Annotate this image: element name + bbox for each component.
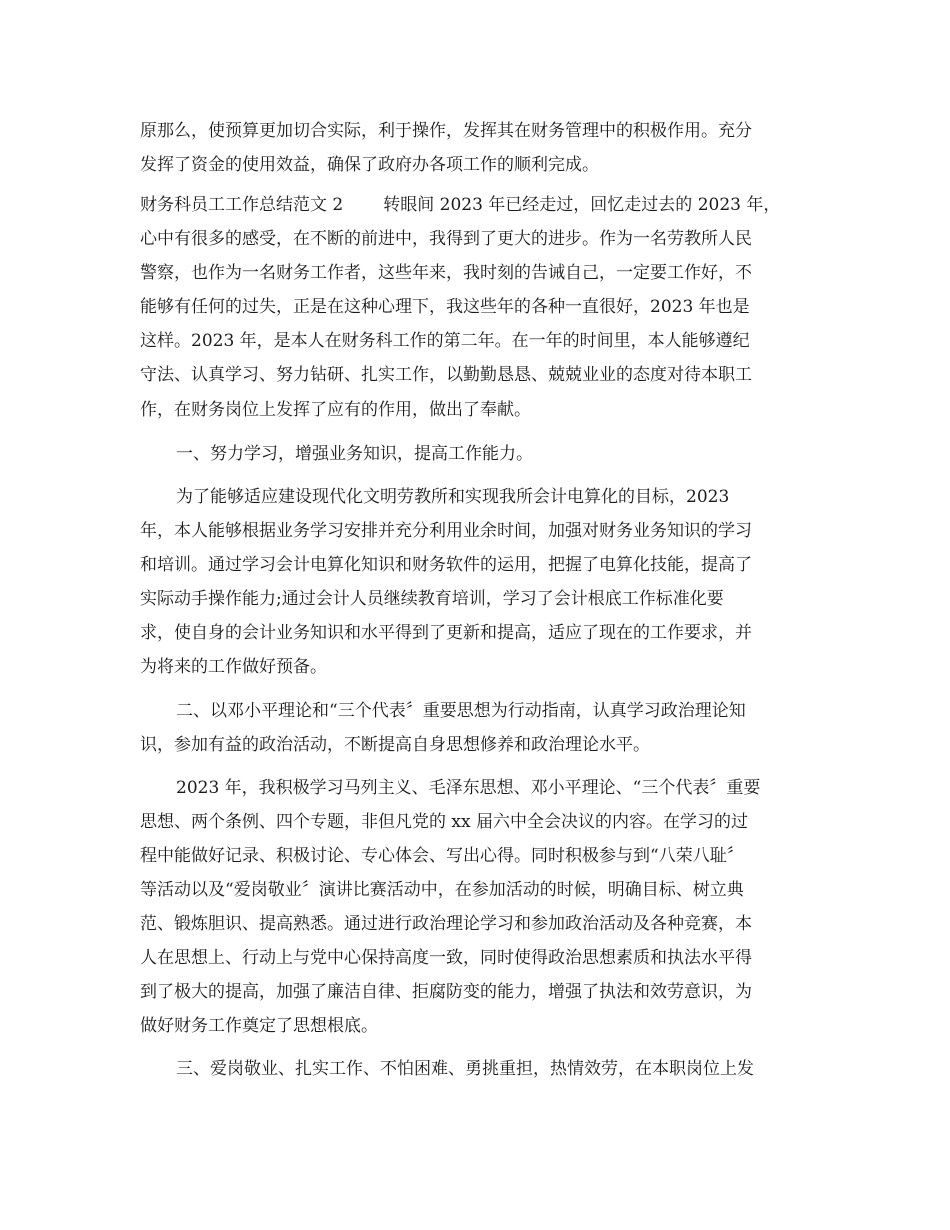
text-line: 作，在财务岗位上发挥了应有的作用，做出了奉献。 (140, 400, 531, 420)
text-line: 这样。2023 年，是本人在财务科工作的第二年。在一年的时间里，本人能够遵纪 (140, 331, 750, 351)
text-line: 实际动手操作能力;通过会计人员继续教育培训，学习了会计根底工作标准化要 (140, 589, 724, 609)
text-line: 能够有任何的过失，正是在这种心理下，我这些年的各种一直很好，2023 年也是 (140, 297, 750, 317)
text-line: 范、锻炼胆识、提高熟悉。通过进行政治理论学习和参加政治活动及各种竞赛，本 (140, 914, 752, 934)
paragraph-text: 转眼间 2023 年已经走过，回忆走过去的 2023 年， (383, 195, 781, 215)
text-line: 为将来的工作做好预备。 (140, 657, 327, 677)
section-heading-3: 三、爱岗敬业、扎实工作、不怕困难、勇挑重担，热情效劳，在本职岗位上发 (176, 1059, 754, 1079)
text-line: 心中有很多的感受，在不断的前进中，我得到了更大的进步。作为一名劳教所人民 (140, 229, 752, 249)
text-line: 警察，也作为一名财务工作者，这些年来，我时刻的告诫自己，一定要工作好，不 (140, 263, 752, 283)
text-line: 人在思想上、行动上与党中心保持高度一致，同时使得政治思想素质和执法水平得 (140, 948, 752, 968)
text-line: 为了能够适应建设现代化文明劳教所和实现我所会计电算化的目标，2023 (176, 487, 730, 507)
text-line: 2023 年，我积极学习马列主义、毛泽东思想、邓小平理论、“三个代表〞重要 (176, 778, 761, 798)
text-line: 到了极大的提高，加强了廉洁自律、拒腐防变的能力，增强了执法和效劳意识，为 (140, 982, 752, 1002)
text-line: 做好财务工作奠定了思想根底。 (140, 1016, 378, 1036)
section-heading-2: 二、以邓小平理论和“三个代表〞重要思想为行动指南，认真学习政治理论知 (176, 701, 746, 721)
section-heading-1: 一、努力学习，增强业务知识，提高工作能力。 (176, 444, 533, 464)
text-line: 和培训。通过学习会计电算化知识和财务软件的运用，把握了电算化技能，提高了 (140, 555, 752, 575)
text-line: 年，本人能够根据业务学习安排并充分利用业余时间，加强对财务业务知识的学习 (140, 521, 752, 541)
section-heading-2-cont: 识，参加有益的政治活动，不断提高自身思想修养和政治理论水平。 (140, 735, 650, 755)
text-line: 发挥了资金的使用效益，确保了政府办各项工作的顺利完成。 (140, 155, 599, 175)
text-line: 等活动以及“爱岗敬业〞演讲比赛活动中，在参加活动的时候，明确目标、树立典 (140, 880, 744, 900)
text-line: 程中能做好记录、积极讨论、专心体会、写出心得。同时积极参与到“八荣八耻〞 (140, 846, 744, 866)
text-line: 原那么，使预算更加切合实际，利于操作，发挥其在财务管理中的积极作用。充分 (140, 121, 752, 141)
text-line: 思想、两个条例、四个专题，非但凡党的 xx 届六中全会决议的内容。在学习的过 (140, 812, 748, 832)
text-line: 求，使自身的会计业务知识和水平得到了更新和提高，适应了现在的工作要求，并 (140, 623, 752, 643)
text-line (140, 194, 820, 216)
text-line: 守法、认真学习、努力钻研、扎实工作，以勤勤恳恳、兢兢业业的态度对待本职工 (140, 365, 752, 385)
section-title: 财务科员工工作总结范文 2 (140, 195, 344, 215)
